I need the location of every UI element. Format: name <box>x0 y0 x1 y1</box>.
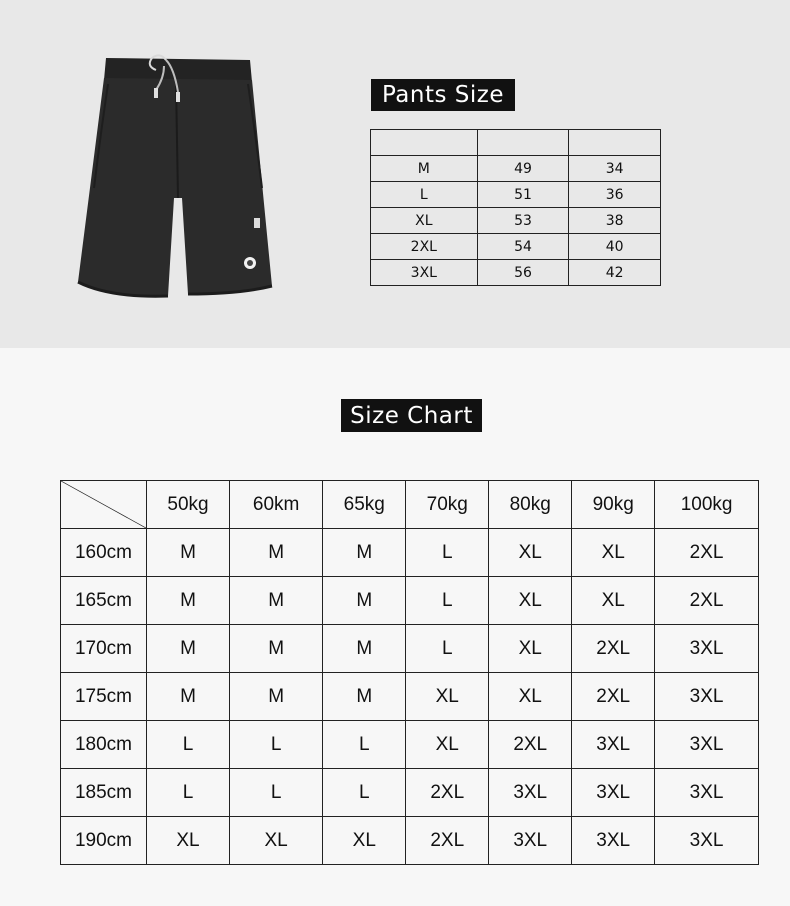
value-cell: 36 <box>569 182 661 208</box>
size-cell: M <box>229 625 322 673</box>
size-cell: L <box>147 721 230 769</box>
size-cell: XL <box>572 529 655 577</box>
table-row <box>61 817 759 865</box>
table-row <box>371 182 661 208</box>
size-cell: XL <box>489 577 572 625</box>
size-cell: L <box>229 769 322 817</box>
size-cell: 2XL <box>655 529 759 577</box>
size-cell: 3XL <box>655 721 759 769</box>
value-cell: 38 <box>569 208 661 234</box>
size-cell: L <box>406 577 489 625</box>
size-cell: 2XL <box>406 769 489 817</box>
height-cell: 175cm <box>61 673 147 721</box>
value-cell: 56 <box>477 260 569 286</box>
size-cell: L <box>147 769 230 817</box>
size-cell: 3XL <box>572 721 655 769</box>
size-cell: XL <box>406 673 489 721</box>
size-cell: 2XL <box>489 721 572 769</box>
size-cell: L <box>323 721 406 769</box>
size-cell: M <box>371 156 478 182</box>
table-row <box>371 234 661 260</box>
size-chart-title: Size Chart <box>341 399 482 432</box>
size-cell: M <box>323 625 406 673</box>
table-row <box>61 577 759 625</box>
size-cell: M <box>229 529 322 577</box>
size-cell: XL <box>489 625 572 673</box>
table-row <box>61 625 759 673</box>
table-header-cell <box>477 130 569 156</box>
value-cell: 49 <box>477 156 569 182</box>
height-cell: 190cm <box>61 817 147 865</box>
size-cell: M <box>147 577 230 625</box>
corner-cell <box>61 481 147 529</box>
size-cell: L <box>406 625 489 673</box>
size-cell: 3XL <box>371 260 478 286</box>
table-row <box>61 769 759 817</box>
weight-header: 80kg <box>489 481 572 529</box>
height-cell: 160cm <box>61 529 147 577</box>
size-cell: 2XL <box>572 673 655 721</box>
size-cell: 3XL <box>572 769 655 817</box>
height-cell: 180cm <box>61 721 147 769</box>
weight-header: 90kg <box>572 481 655 529</box>
size-cell: 2XL <box>572 625 655 673</box>
size-cell: M <box>229 577 322 625</box>
table-header-row <box>61 481 759 529</box>
size-cell: M <box>323 577 406 625</box>
size-cell: M <box>323 529 406 577</box>
size-cell: XL <box>406 721 489 769</box>
value-cell: 51 <box>477 182 569 208</box>
size-cell: 3XL <box>489 769 572 817</box>
size-cell: 2XL <box>406 817 489 865</box>
value-cell: 42 <box>569 260 661 286</box>
size-cell: L <box>229 721 322 769</box>
size-cell: XL <box>371 208 478 234</box>
size-chart-table <box>60 480 759 865</box>
diagonal-divider <box>61 481 146 528</box>
size-cell: M <box>323 673 406 721</box>
pants-size-table <box>370 129 661 286</box>
table-row <box>371 208 661 234</box>
table-row <box>371 260 661 286</box>
size-cell: XL <box>489 673 572 721</box>
size-cell: M <box>147 625 230 673</box>
size-cell: XL <box>323 817 406 865</box>
pants-size-title: Pants Size <box>371 79 515 111</box>
size-cell: 3XL <box>655 673 759 721</box>
table-header-row <box>371 130 661 156</box>
size-cell: M <box>147 529 230 577</box>
size-cell: 3XL <box>655 817 759 865</box>
table-row <box>61 673 759 721</box>
size-cell: L <box>371 182 478 208</box>
size-cell: XL <box>229 817 322 865</box>
height-cell: 185cm <box>61 769 147 817</box>
size-cell: M <box>147 673 230 721</box>
weight-header: 70kg <box>406 481 489 529</box>
height-cell: 170cm <box>61 625 147 673</box>
size-cell: 3XL <box>655 769 759 817</box>
size-cell: 3XL <box>572 817 655 865</box>
size-cell: 2XL <box>655 577 759 625</box>
table-row <box>61 529 759 577</box>
table-header-cell <box>569 130 661 156</box>
table-row <box>61 721 759 769</box>
size-cell: 2XL <box>371 234 478 260</box>
size-cell: XL <box>147 817 230 865</box>
value-cell: 34 <box>569 156 661 182</box>
size-cell: L <box>323 769 406 817</box>
size-cell: 3XL <box>489 817 572 865</box>
height-cell: 165cm <box>61 577 147 625</box>
size-cell: 3XL <box>655 625 759 673</box>
weight-header: 65kg <box>323 481 406 529</box>
value-cell: 40 <box>569 234 661 260</box>
value-cell: 53 <box>477 208 569 234</box>
size-cell: XL <box>572 577 655 625</box>
value-cell: 54 <box>477 234 569 260</box>
table-row <box>371 156 661 182</box>
weight-header: 50kg <box>147 481 230 529</box>
weight-header: 60km <box>229 481 322 529</box>
size-cell: XL <box>489 529 572 577</box>
table-header-cell <box>371 130 478 156</box>
size-cell: L <box>406 529 489 577</box>
shorts-product-image <box>70 48 280 303</box>
weight-header: 100kg <box>655 481 759 529</box>
size-cell: M <box>229 673 322 721</box>
